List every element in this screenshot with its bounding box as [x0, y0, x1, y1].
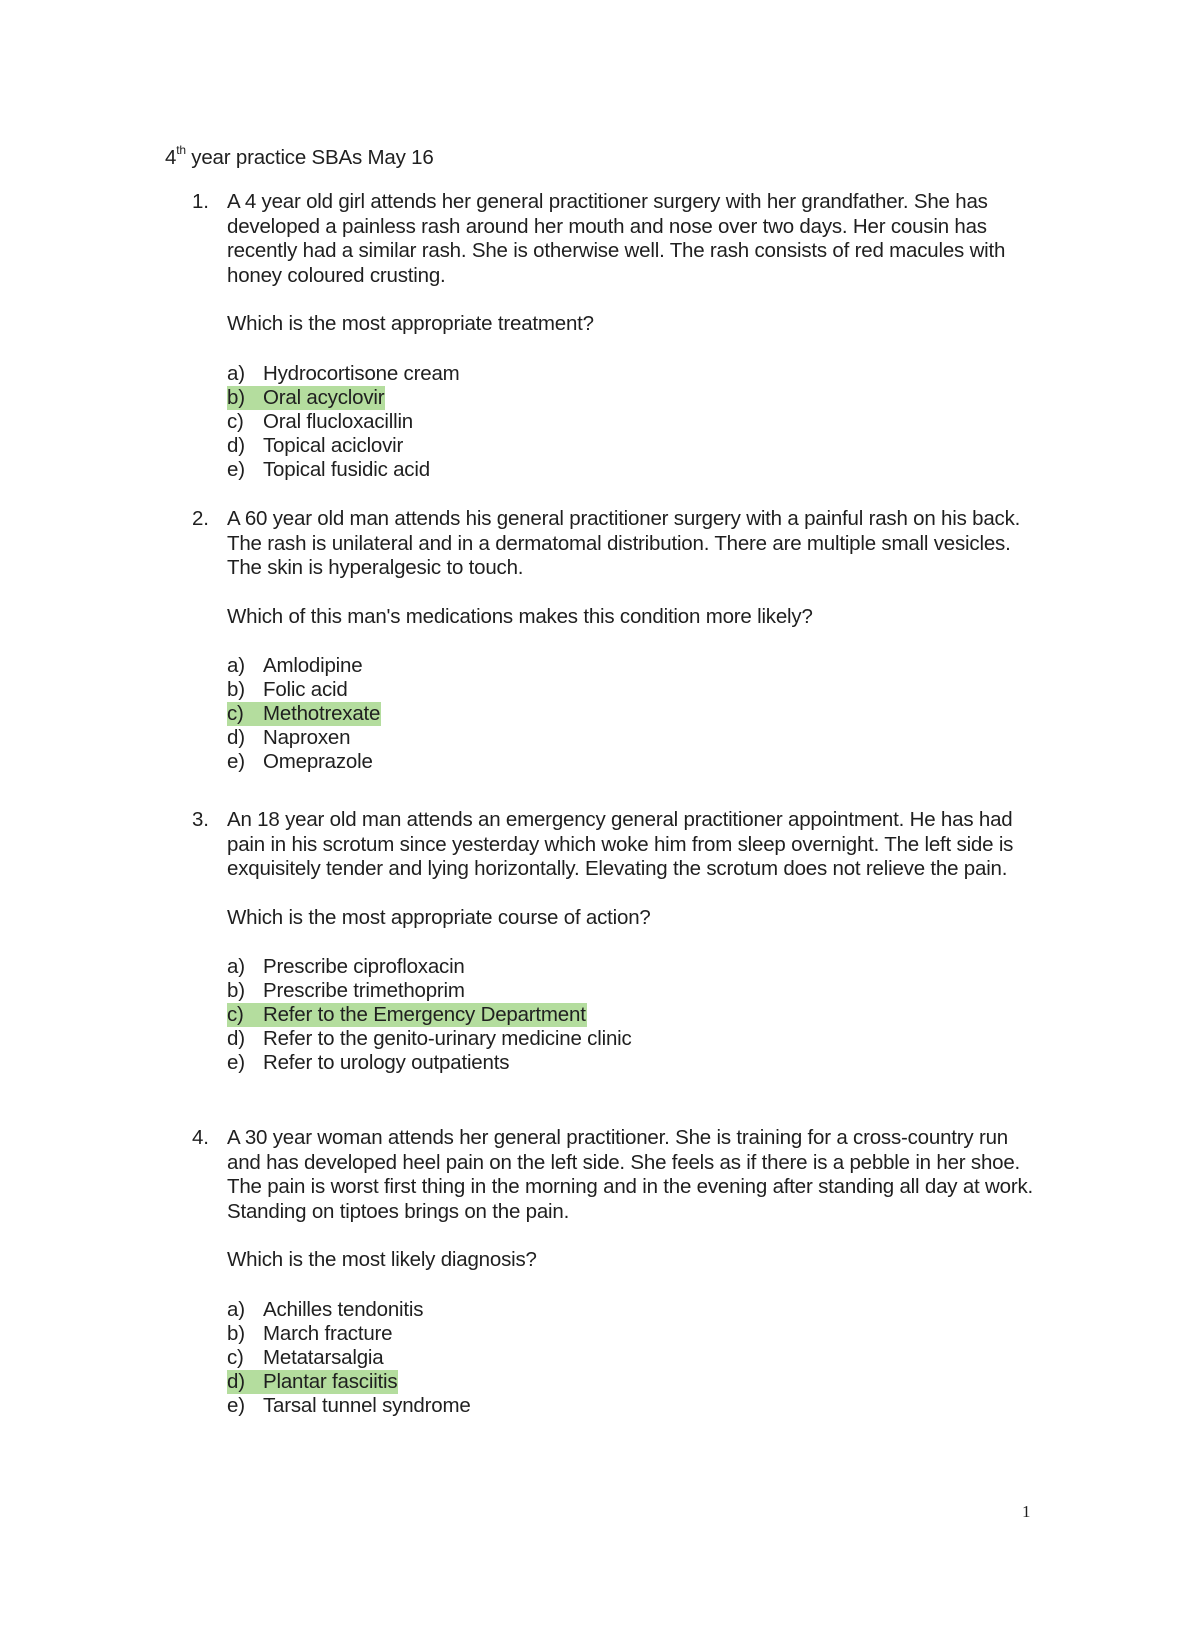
document-title: [165, 140, 434, 170]
option-letter: a): [227, 955, 245, 978]
option-text: Tarsal tunnel syndrome: [263, 1393, 471, 1417]
option-a: [227, 1298, 1045, 1322]
question-2: [165, 507, 1045, 774]
option-letter: a): [227, 654, 245, 677]
option-text: Oral acyclovir: [263, 385, 385, 409]
option-letter: c): [227, 702, 244, 725]
option-text: Refer to urology outpatients: [263, 1051, 510, 1074]
title-superscript: th: [176, 143, 186, 157]
option-letter: e): [227, 750, 245, 773]
option-letter: b): [227, 678, 245, 701]
option-b: [227, 678, 1045, 702]
option-d: [227, 1370, 1045, 1394]
option-text: Prescribe ciprofloxacin: [263, 955, 465, 978]
question-prompt: Which is the most appropriate course of action?: [227, 905, 651, 929]
option-c: [227, 702, 1045, 726]
option-letter: d): [227, 433, 245, 457]
option-list: [227, 1298, 1045, 1418]
question-stem: A 4 year old girl attends her general practitioner surgery with her grandfather. She has developed a painless rash around her mouth and nose over two days. Her cousin has recently had a similar rash. She is otherwise well. The rash consists of red macules with honey coloured crusting.: [227, 190, 1006, 287]
option-a: [227, 654, 1045, 678]
option-text: Amlodipine: [263, 654, 363, 677]
option-text: Achilles tendonitis: [263, 1297, 424, 1321]
option-text: Plantar fasciitis: [263, 1369, 398, 1393]
option-letter: a): [227, 1297, 245, 1321]
option-letter: c): [227, 1345, 244, 1369]
option-e: [227, 458, 1045, 482]
option-b: [227, 979, 1045, 1003]
question-number: 3.: [192, 808, 209, 831]
option-letter: b): [227, 1321, 245, 1345]
option-d: [227, 1027, 1045, 1051]
option-b: [227, 386, 1045, 410]
page-number: 1: [1022, 1502, 1031, 1521]
option-b: [227, 1322, 1045, 1346]
option-text: Omeprazole: [263, 750, 373, 773]
option-text: Hydrocortisone cream: [263, 361, 460, 385]
option-text: March fracture: [263, 1321, 393, 1345]
option-list: [227, 362, 1045, 482]
option-letter: e): [227, 1393, 245, 1417]
option-letter: d): [227, 1369, 245, 1393]
option-text: Oral flucloxacillin: [263, 409, 414, 433]
option-d: [227, 726, 1045, 750]
question-stem: An 18 year old man attends an emergency general practitioner appointment. He has had pain in his scrotum since yesterday which woke him from sleep overnight. The left side is exquisitely tender and lying horizontally. Elevating the scrotum does not relieve the pain.: [227, 808, 1014, 880]
option-a: [227, 362, 1045, 386]
option-letter: a): [227, 361, 245, 385]
option-c: [227, 1346, 1045, 1370]
option-letter: d): [227, 726, 245, 749]
option-letter: c): [227, 1003, 244, 1026]
option-text: Metatarsalgia: [263, 1345, 384, 1369]
option-text: Prescribe trimethoprim: [263, 979, 465, 1002]
option-list: [227, 955, 1045, 1075]
question-1: [165, 190, 1045, 482]
option-d: [227, 434, 1045, 458]
title-prefix: 4: [165, 145, 177, 169]
option-letter: e): [227, 457, 245, 481]
question-3: [165, 808, 1045, 1075]
option-text: Refer to the genito-urinary medicine clinic: [263, 1027, 632, 1050]
question-number: 1.: [192, 190, 209, 213]
option-letter: d): [227, 1027, 245, 1050]
option-letter: b): [227, 385, 245, 409]
option-text: Naproxen: [263, 726, 351, 749]
question-4: [165, 1126, 1045, 1418]
question-number: 4.: [192, 1126, 209, 1149]
question-prompt: Which of this man's medications makes this condition more likely?: [227, 604, 813, 628]
option-text: Topical fusidic acid: [263, 457, 430, 481]
question-stem: A 60 year old man attends his general practitioner surgery with a painful rash on his back. The rash is unilateral and in a dermatomal distribution. There are multiple small vesicles. The skin is hyperalgesic to touch.: [227, 507, 1021, 579]
question-stem: A 30 year woman attends her general practitioner. She is training for a cross-country run and has developed heel pain on the left side. She feels as if there is a pebble in her shoe. The pain is worst first thing in the morning and in the evening after standing all day at work. Standing on tiptoes brings on the pain.: [227, 1126, 1034, 1223]
question-number: 2.: [192, 507, 209, 530]
option-text: Topical aciclovir: [263, 433, 404, 457]
option-text: Refer to the Emergency Department: [263, 1003, 586, 1026]
option-e: [227, 1051, 1045, 1075]
question-prompt: Which is the most likely diagnosis?: [227, 1248, 537, 1271]
option-letter: c): [227, 409, 244, 433]
option-letter: e): [227, 1051, 245, 1074]
option-text: Folic acid: [263, 678, 348, 701]
option-c: [227, 410, 1045, 434]
option-list: [227, 654, 1045, 774]
title-rest: year practice SBAs May 16: [185, 145, 434, 169]
option-e: [227, 1394, 1045, 1418]
option-e: [227, 750, 1045, 774]
option-c: [227, 1003, 1045, 1027]
question-prompt: Which is the most appropriate treatment?: [227, 312, 594, 335]
option-a: [227, 955, 1045, 979]
option-text: Methotrexate: [263, 702, 381, 725]
option-letter: b): [227, 979, 245, 1002]
